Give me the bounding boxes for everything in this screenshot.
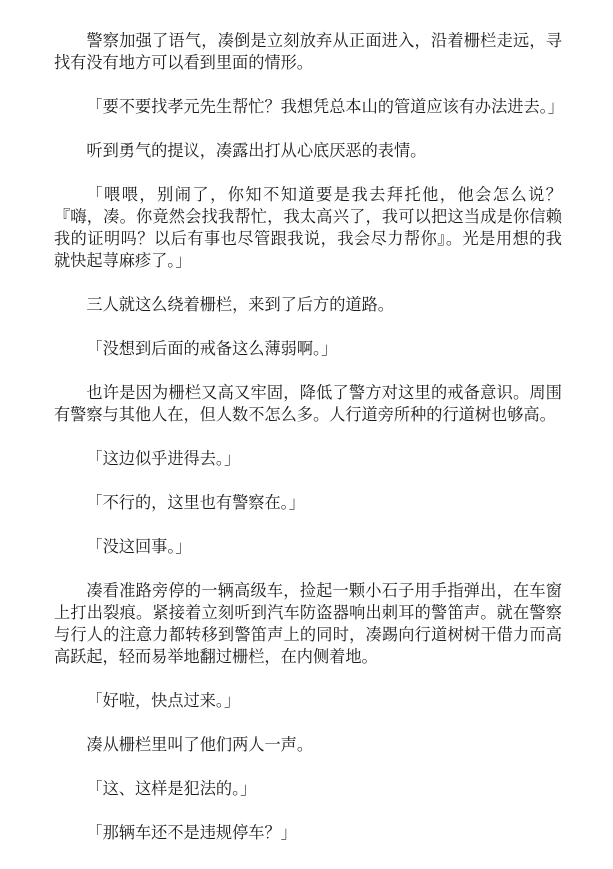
paragraph-6: 「没想到后面的戒备这么薄弱啊。」 <box>86 339 338 358</box>
paragraph-2: 「要不要找孝元先生帮忙？我想凭总本山的管道应该有办法进去。」 <box>86 97 564 116</box>
paragraph-14: 「这、这样是犯法的。」 <box>86 779 257 798</box>
paragraph-13: 凑从栅栏里叫了他们两人一声。 <box>86 735 314 754</box>
paragraph-11: 凑看准路旁停的一辆高级车，捡起一颗小石子用手指弹出，在车窗上打出裂痕。紧接着立刻听到汽车防盗器响出刺耳的警笛声。就在警察与行人的注意力都转移到警笛声上的同时，凑踢向行道树树干借力而高高跃起，轻而易举地翻过栅栏，在内侧着地。 <box>54 581 562 666</box>
paragraph-7: 也许是因为栅栏又高又牢固，降低了警方对这里的戒备意识。周围有警察与其他人在，但人数不怎么多。人行道旁所种的行道树也够高。 <box>54 383 562 424</box>
paragraph-5: 三人就这么绕着栅栏，来到了后方的道路。 <box>86 295 394 314</box>
paragraph-3: 听到勇气的提议，凑露出打从心底厌恶的表情。 <box>86 141 427 160</box>
novel-page <box>54 30 562 844</box>
paragraph-12: 「好啦，快点过来。」 <box>86 691 241 710</box>
paragraph-4: 「喂喂，别闹了，你知不知道要是我去拜托他，他会怎么说？『嗨，凑。你竟然会找我帮忙，我太高兴了，我可以把这当成是你信赖我的证明吗？以后有事也尽管跟我说，我会尽力帮你』。光是用想的我就快起荨麻疹了。」 <box>54 185 562 270</box>
paragraph-10: 「没这回事。」 <box>86 537 192 556</box>
paragraph-9: 「不行的，这里也有警察在。」 <box>86 493 305 512</box>
paragraph-15: 「那辆车还不是违规停车？」 <box>86 823 297 842</box>
paragraph-1: 警察加强了语气，凑倒是立刻放弃从正面进入，沿着栅栏走远，寻找有没有地方可以看到里面的情形。 <box>54 31 562 72</box>
paragraph-8: 「这边似乎进得去。」 <box>86 449 241 468</box>
